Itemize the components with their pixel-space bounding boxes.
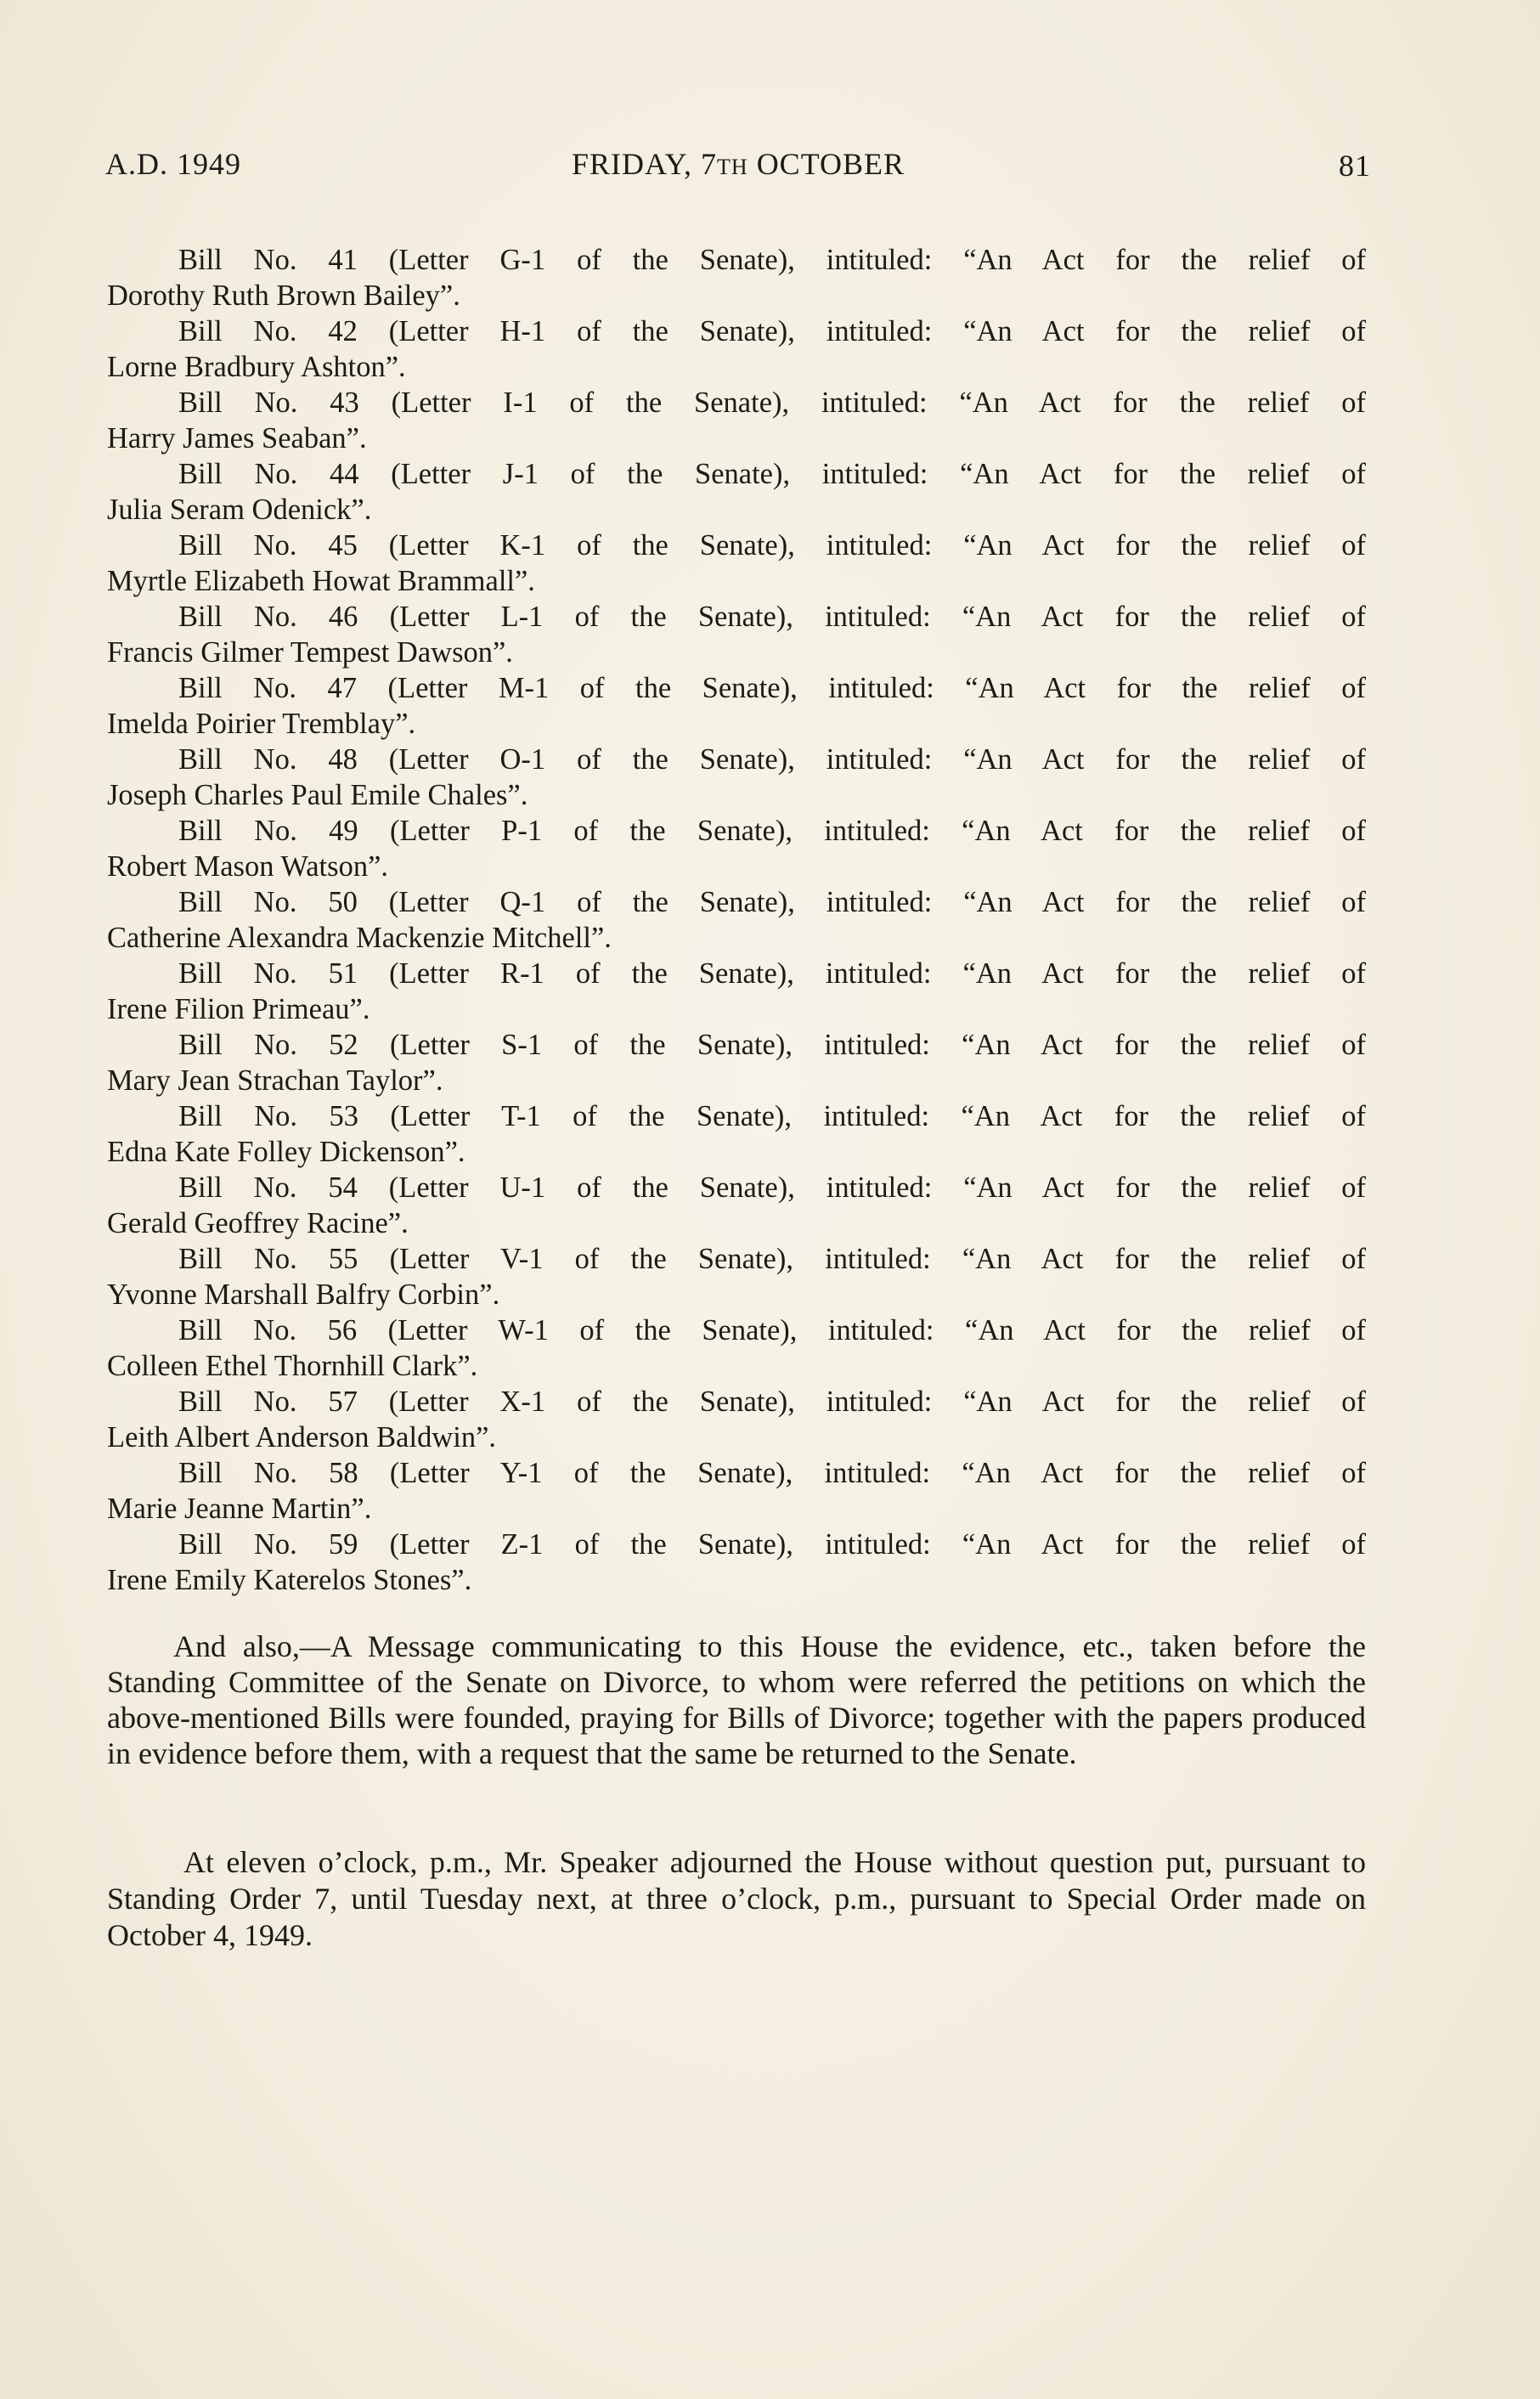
- header-date-prefix: FRIDAY, 7: [571, 147, 718, 181]
- bill-entry: [107, 1098, 1366, 1170]
- bill-list: [107, 242, 1366, 1598]
- bill-entry: [107, 313, 1366, 385]
- bill-relief-name: Colleen Ethel Thornhill Clark”.: [107, 1350, 478, 1382]
- bill-relief-name: Robert Mason Watson”.: [107, 850, 389, 883]
- bill-relief-name: Harry James Seaban”.: [107, 422, 367, 454]
- adjournment-paragraph: At eleven o’clock, p.m., Mr. Speaker adjourned the House without question put, pursuant to Standing Order 7, until Tuesday next, at three o’clock, p.m., pursuant to Special Order made on October 4, 1949.: [107, 1845, 1366, 1952]
- bill-relief-name: Irene Filion Primeau”.: [107, 993, 370, 1025]
- bill-title-line: Bill No. 54 (Letter U-1 of the Senate), intituled: “An Act for the relief of: [178, 1171, 1366, 1204]
- bill-relief-name: Gerald Geoffrey Racine”.: [107, 1207, 409, 1239]
- bill-title-line: Bill No. 58 (Letter Y-1 of the Senate), intituled: “An Act for the relief of: [178, 1457, 1366, 1489]
- bill-title-line: Bill No. 55 (Letter V-1 of the Senate), intituled: “An Act for the relief of: [178, 1243, 1366, 1275]
- header-date: [105, 146, 1371, 182]
- bill-relief-name: Edna Kate Folley Dickenson”.: [107, 1136, 465, 1168]
- bill-relief-name: Dorothy Ruth Brown Bailey”.: [107, 279, 460, 312]
- bill-title-line: Bill No. 49 (Letter P-1 of the Senate), intituled: “An Act for the relief of: [178, 815, 1366, 847]
- bill-relief-name: Mary Jean Strachan Taylor”.: [107, 1064, 443, 1097]
- bill-title-line: Bill No. 50 (Letter Q-1 of the Senate), intituled: “An Act for the relief of: [178, 886, 1366, 918]
- bill-entry: [107, 599, 1366, 670]
- bill-title-line: Bill No. 42 (Letter H-1 of the Senate), intituled: “An Act for the relief of: [178, 315, 1366, 347]
- bill-relief-name: Irene Emily Katerelos Stones”.: [107, 1564, 472, 1596]
- header-date-suffix-th: TH: [717, 155, 748, 179]
- bill-entry: [107, 1027, 1366, 1098]
- bill-entry: [107, 242, 1366, 313]
- header-year: A.D. 1949: [105, 147, 241, 181]
- bill-entry: [107, 1312, 1366, 1384]
- bill-title-line: Bill No. 47 (Letter M-1 of the Senate), intituled: “An Act for the relief of: [178, 672, 1366, 704]
- bill-title-line: Bill No. 43 (Letter I-1 of the Senate), intituled: “An Act for the relief of: [178, 387, 1366, 419]
- bill-title-line: Bill No. 51 (Letter R-1 of the Senate), intituled: “An Act for the relief of: [178, 957, 1366, 990]
- bill-entry: [107, 1170, 1366, 1241]
- bill-entry: [107, 813, 1366, 884]
- bill-relief-name: Imelda Poirier Tremblay”.: [107, 708, 416, 740]
- bill-entry: [107, 956, 1366, 1027]
- bill-relief-name: Joseph Charles Paul Emile Chales”.: [107, 779, 528, 811]
- page-number: 81: [1339, 149, 1371, 183]
- bill-title-line: Bill No. 48 (Letter O-1 of the Senate), intituled: “An Act for the relief of: [178, 743, 1366, 776]
- bill-title-line: Bill No. 57 (Letter X-1 of the Senate), intituled: “An Act for the relief of: [178, 1386, 1366, 1418]
- bill-relief-name: Marie Jeanne Martin”.: [107, 1493, 372, 1525]
- bill-title-line: Bill No. 52 (Letter S-1 of the Senate), intituled: “An Act for the relief of: [178, 1029, 1366, 1061]
- bill-entry: [107, 1527, 1366, 1598]
- bill-title-line: Bill No. 41 (Letter G-1 of the Senate), intituled: “An Act for the relief of: [178, 244, 1366, 276]
- bill-entry: [107, 1384, 1366, 1455]
- header-date-month: OCTOBER: [747, 147, 905, 181]
- bill-title-line: Bill No. 56 (Letter W-1 of the Senate), intituled: “An Act for the relief of: [178, 1314, 1366, 1346]
- bill-entry: [107, 1241, 1366, 1312]
- bill-entry: [107, 1455, 1366, 1527]
- bill-title-line: Bill No. 53 (Letter T-1 of the Senate), intituled: “An Act for the relief of: [178, 1100, 1366, 1132]
- bill-entry: [107, 742, 1366, 813]
- bill-title-line: Bill No. 46 (Letter L-1 of the Senate), intituled: “An Act for the relief of: [178, 601, 1366, 633]
- bill-title-line: Bill No. 59 (Letter Z-1 of the Senate), intituled: “An Act for the relief of: [178, 1528, 1366, 1561]
- bill-entry: [107, 385, 1366, 456]
- bill-title-line: Bill No. 45 (Letter K-1 of the Senate), intituled: “An Act for the relief of: [178, 529, 1366, 562]
- message-paragraph: And also,—A Message communicating to this House the evidence, etc., taken before the Standing Committee of the Senate on Divorce, to whom were referred the petitions on which the above-mentioned Bills were founded, praying for Bills of Divorce; together with the papers produced in evidence before them, with a request that the same be returned to the Senate.: [107, 1629, 1366, 1770]
- bill-entry: [107, 528, 1366, 599]
- bill-relief-name: Catherine Alexandra Mackenzie Mitchell”.: [107, 922, 612, 954]
- bill-relief-name: Lorne Bradbury Ashton”.: [107, 351, 406, 383]
- bill-entry: [107, 456, 1366, 528]
- bill-entry: [107, 670, 1366, 742]
- bill-relief-name: Leith Albert Anderson Baldwin”.: [107, 1421, 497, 1454]
- bill-relief-name: Francis Gilmer Tempest Dawson”.: [107, 636, 513, 669]
- bill-relief-name: Myrtle Elizabeth Howat Brammall”.: [107, 565, 535, 597]
- bill-entry: [107, 884, 1366, 956]
- page-body: [107, 242, 1366, 1984]
- bill-relief-name: Julia Seram Odenick”.: [107, 494, 372, 526]
- bill-title-line: Bill No. 44 (Letter J-1 of the Senate), intituled: “An Act for the relief of: [178, 458, 1366, 490]
- page-header: [105, 146, 1371, 189]
- bill-relief-name: Yvonne Marshall Balfry Corbin”.: [107, 1279, 500, 1311]
